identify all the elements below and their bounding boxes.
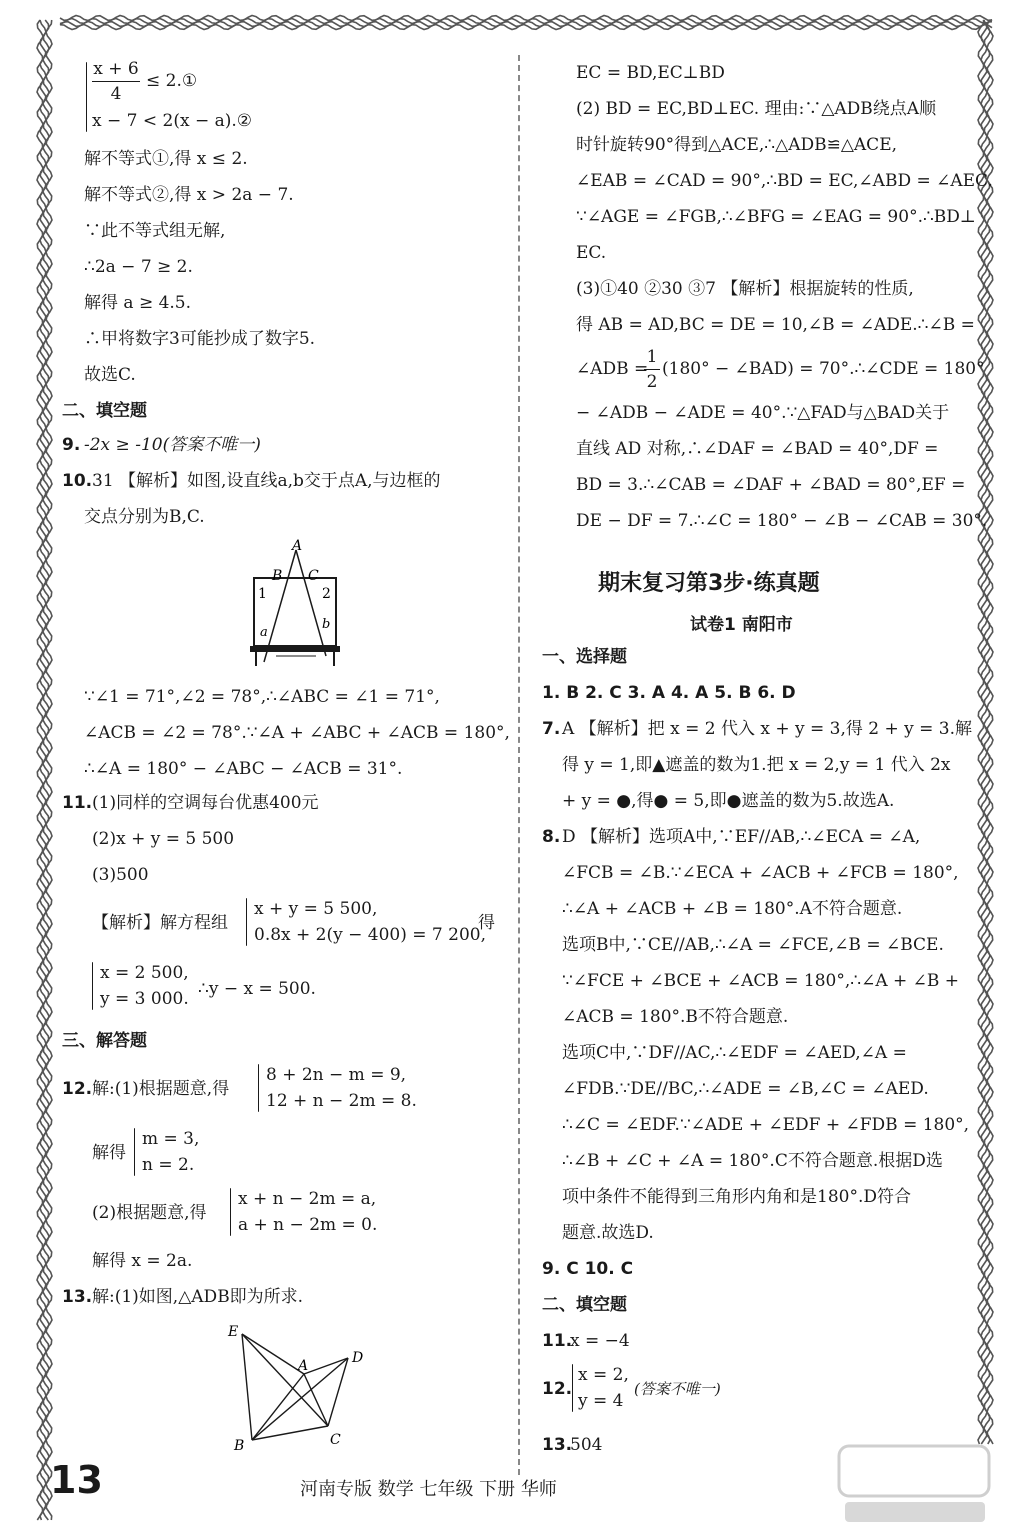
question-number: 13. [542,1435,573,1455]
wavy-line [978,20,984,1444]
text-line: (1)同样的空调每台优惠400元 [92,793,319,813]
brace [134,1128,135,1176]
text-line: 解得 a ≥ 4.5. [84,293,192,313]
text-line: BD = 3.∴∠CAB = ∠DAF + ∠BAD = 80°,EF = [576,475,966,495]
wavy-line [987,20,993,1444]
text-line: 交点分别为B,C. [84,507,205,527]
text-line: (3)①40 ②30 ③7 【解析】根据旋转的性质, [576,279,914,299]
wavy-line [60,25,992,30]
text-line: (2)根据题意,得 [92,1203,207,1223]
text-line: ∴∠A + ∠ACB + ∠B = 180°.A不符合题意. [562,899,903,919]
wavy-line [40,20,46,1520]
text-line: A 【解析】把 x = 2 代入 x + y = 3,得 2 + y = 3.解 [562,719,973,739]
label-A: A [292,538,303,554]
equation: x + n − 2m = a, [238,1189,377,1209]
text-line: + y = ●,得● = 5,即●遮盖的数为5.故选A. [562,791,895,811]
text-line: 得 y = 1,即▲遮盖的数为1.把 x = 2,y = 1 代入 2x [562,755,951,775]
watermark-icon [835,1440,995,1528]
label-D: D [352,1350,364,1366]
question-number: 10. [62,471,93,491]
equation: 12 + n − 2m = 8. [266,1091,417,1111]
text-line: (2)x + y = 5 500 [92,829,235,849]
numerator: 1 [646,347,658,367]
equation: y = 3 000. [100,989,189,1009]
footer-text: 河南专版 数学 七年级 下册 华师 [300,1479,557,1500]
text-line: ∠FDB.∵DE//BC,∴∠ADE = ∠B,∠C = ∠AED. [562,1079,929,1099]
text-line: ∠FCB = ∠B.∵∠ECA + ∠ACB + ∠FCB = 180°, [562,863,959,883]
inequality-2: x − 7 < 2(x − a).② [92,111,253,131]
text-line: ∠ADB = [576,359,649,379]
label-1: 1 [258,586,267,602]
text-line: ∵此不等式组无解, [84,221,226,241]
text-line: 故选C. [84,365,136,385]
section-heading: 二、填空题 [542,1295,627,1315]
label-b: b [322,617,331,632]
question-number: 12. [62,1079,93,1099]
question-number: 9. [62,435,81,455]
text-line: 解不等式①,得 x ≤ 2. [84,149,248,169]
wavy-line [37,20,43,1520]
page-number: 13 [50,1458,103,1502]
label-2: 2 [322,586,331,602]
text-line: D 【解析】选项A中,∵EF//AB,∴∠ECA = ∠A, [562,827,921,847]
text-line: 解得 [92,1143,126,1163]
brace [246,898,247,946]
label-a: a [260,625,268,640]
section-heading: 二、填空题 [62,401,147,421]
text-line: DE − DF = 7.∴∠C = 180° − ∠B − ∠CAB = 30°. [576,511,988,531]
wavy-line [46,20,52,1520]
text-line: 选项C中,∵DF//AC,∴∠EDF = ∠AED,∠A = [562,1043,907,1063]
brace [230,1188,231,1236]
equation: n = 2. [142,1155,195,1175]
answer-text: x = −4 [570,1331,630,1351]
question-number: 8. [542,827,561,847]
answer-text: 504 [570,1435,603,1455]
wavy-line [981,20,987,1444]
equation: 8 + 2n − m = 9, [266,1065,407,1085]
wavy-line [60,22,992,27]
numerator: x + 6 [93,59,139,79]
text-line: ∴∠B + ∠C + ∠A = 180°.C不符合题意.根据D选 [562,1151,943,1171]
text-line: 项中条件不能得到三角形内角和是180°.D符合 [562,1187,911,1207]
equation: x = 2, [578,1365,629,1385]
text-line: ∵∠1 = 71°,∠2 = 78°,∴∠ABC = ∠1 = 71°, [84,687,440,707]
brace [92,962,93,1010]
wavy-line [60,16,992,21]
section-title: 期末复习第3步·练真题 [598,571,820,596]
answer-text: -2x ≥ -10(答案不唯一) [84,435,261,455]
label-C: C [308,568,319,584]
brace [86,62,87,132]
rotation-figure [226,1318,376,1456]
triangle-frame-figure [246,538,346,668]
text-line: ∠ACB = 180°.B不符合题意. [562,1007,789,1027]
equation: a + n − 2m = 0. [238,1215,378,1235]
text-line: 时针旋转90°得到△ACE,∴△ADB≌△ACE, [576,135,898,155]
text-line: 解:(1)如图,△ADB即为所求. [92,1287,304,1307]
wavy-line [43,20,49,1520]
section-heading: 三、解答题 [62,1031,147,1051]
text-line: 得 [478,913,495,933]
text-line: ∵∠FCE + ∠BCE + ∠ACB = 180°,∴∠A + ∠B + [562,971,960,991]
column-divider [518,55,520,1475]
question-number: 11. [62,793,93,813]
text-line: ∴∠C = ∠EDF.∵∠ADE + ∠EDF + ∠FDB = 180°, [562,1115,970,1135]
text-line: ∴甲将数字3可能抄成了数字5. [84,329,316,349]
question-number: 11. [542,1331,573,1351]
text-line: 解:(1)根据题意,得 [92,1079,230,1099]
question-number: 12. [542,1379,573,1399]
answer-line: 1. B 2. C 3. A 4. A 5. B 6. D [542,683,796,703]
inequality-1: ≤ 2.① [146,71,198,91]
text-line: (2) BD = EC,BD⊥EC. 理由:∵△ADB绕点A顺 [576,99,937,119]
text-line: 解得 x = 2a. [92,1251,193,1271]
label-A: A [298,1358,309,1374]
label-C: C [330,1432,341,1448]
text-line: 得 AB = AD,BC = DE = 10,∠B = ∠ADE.∴∠B = [576,315,975,335]
fraction-half [644,346,660,393]
denominator: 4 [110,84,122,104]
question-number: 13. [62,1287,93,1307]
text-line: ∵∠AGE = ∠FGB,∴∠BFG = ∠EAG = 90°.∴BD⊥ [576,207,976,227]
text-line: 解不等式②,得 x > 2a − 7. [84,185,294,205]
section-heading: 一、选择题 [542,647,627,667]
text-line: (3)500 [92,865,149,885]
text-line: ∠EAB = ∠CAD = 90°,∴BD = EC,∠ABD = ∠AEC. [576,171,993,191]
wavy-line [60,19,992,24]
label-B: B [234,1438,245,1454]
label-B: B [272,568,283,584]
text-line: EC = BD,EC⊥BD [576,63,725,83]
text-line: ∠ACB = ∠2 = 78°.∵∠A + ∠ABC + ∠ACB = 180°, [84,723,510,743]
text-line: 【解析】解方程组 [92,913,228,933]
equation: m = 3, [142,1129,200,1149]
answer-line: 9. C 10. C [542,1259,634,1279]
fraction [92,58,140,105]
text-line: 31 【解析】如图,设直线a,b交于点A,与边框的 [92,471,441,491]
equation: y = 4 [578,1391,624,1411]
label-E: E [228,1324,239,1340]
denominator: 2 [646,372,658,392]
text-line: ∴y − x = 500. [198,979,316,999]
text-line: ∴∠A = 180° − ∠ABC − ∠ACB = 31°. [84,759,403,779]
brace [258,1064,259,1112]
text-line: − ∠ADB − ∠ADE = 40°.∵△FAD与△BAD关于 [576,403,950,423]
section-subtitle: 试卷1 南阳市 [690,615,793,635]
brace [572,1364,573,1412]
watermark-logo [835,1440,995,1528]
text-line: 题意.故选D. [562,1223,654,1243]
text-line: 选项B中,∵CE//AB,∴∠A = ∠FCE,∠B = ∠BCE. [562,935,944,955]
wavy-line [984,20,990,1444]
text-line: ∴2a − 7 ≥ 2. [84,257,193,277]
answer-note: (答案不唯一) [634,1380,721,1398]
text-line: 直线 AD 对称,∴∠DAF = ∠BAD = 40°,DF = [576,439,939,459]
equation: x = 2 500, [100,963,189,983]
equation: 0.8x + 2(y − 400) = 7 200, [254,925,486,945]
text-line: (180° − ∠BAD) = 70°.∴∠CDE = 180° [662,359,985,379]
equation: x + y = 5 500, [254,899,378,919]
question-number: 7. [542,719,561,739]
text-line: EC. [576,243,607,263]
